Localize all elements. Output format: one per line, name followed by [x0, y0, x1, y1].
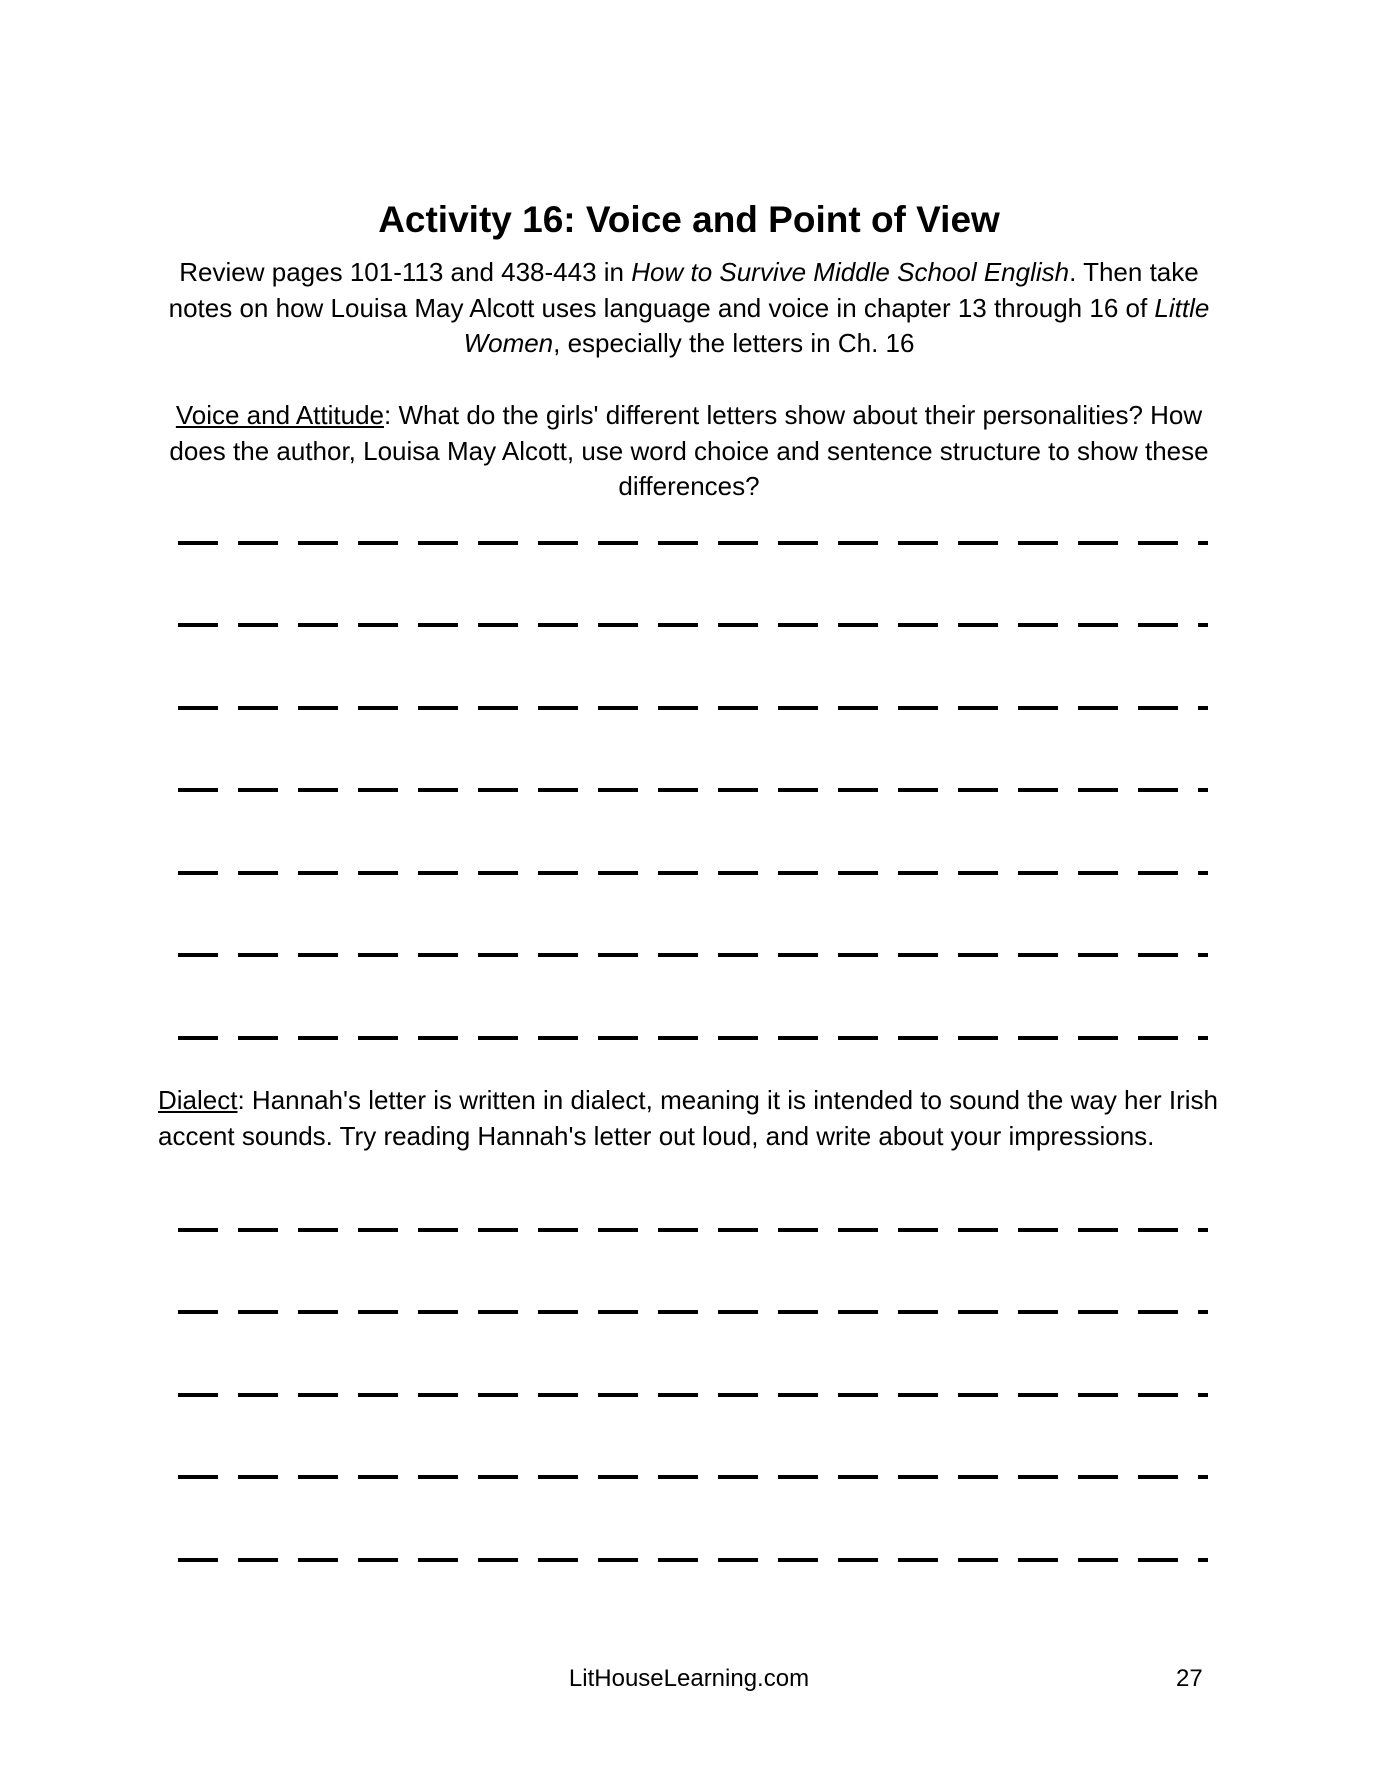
dialect-answer-line[interactable]: [178, 1310, 1208, 1314]
book-title-survive: How to Survive Middle School English: [631, 257, 1070, 287]
voice-answer-line[interactable]: [178, 623, 1208, 627]
voice-answer-line[interactable]: [178, 788, 1208, 792]
voice-answer-line[interactable]: [178, 706, 1208, 710]
voice-attitude-label: Voice and Attitude: [175, 400, 385, 430]
activity-title: Activity 16: Voice and Point of View: [378, 199, 1000, 240]
page-number: 27: [1176, 1665, 1203, 1692]
dialect-answer-line[interactable]: [178, 1558, 1208, 1562]
footer-website: LitHouseLearning.com: [568, 1665, 810, 1692]
dialect-answer-line[interactable]: [178, 1475, 1208, 1479]
intro-text-3: , especially the letters in Ch. 16: [553, 328, 915, 358]
intro-text-1: Review pages 101-113 and 438-443 in: [179, 257, 632, 287]
voice-answer-line[interactable]: [178, 541, 1208, 545]
voice-answer-line[interactable]: [178, 1036, 1208, 1040]
voice-answer-line[interactable]: [178, 953, 1208, 957]
voice-attitude-question: : What do the girls' different letters show about their personalities? How does the author, Louisa May Alcott, use word choice and sentence structure to show these differences?: [169, 400, 1209, 501]
dialect-question: : Hannah's letter is written in dialect, meaning it is intended to sound the way her Irish accent sounds. Try reading Hannah's letter out loud, and write about your impressions.: [158, 1085, 1218, 1151]
book-title-little-women: Little Women: [463, 292, 1210, 358]
dialect-answer-line[interactable]: [178, 1228, 1208, 1232]
voice-attitude-prompt: [150, 398, 1228, 505]
dialect-answer-line[interactable]: [178, 1393, 1208, 1397]
intro-text-2: . Then take notes on how Louisa May Alcott uses language and voice in chapter 13 through 16 of: [168, 257, 1199, 323]
activity-intro: [150, 255, 1228, 362]
dialect-prompt: [158, 1083, 1238, 1154]
voice-answer-line[interactable]: [178, 871, 1208, 875]
dialect-label: Dialect: [158, 1085, 238, 1115]
